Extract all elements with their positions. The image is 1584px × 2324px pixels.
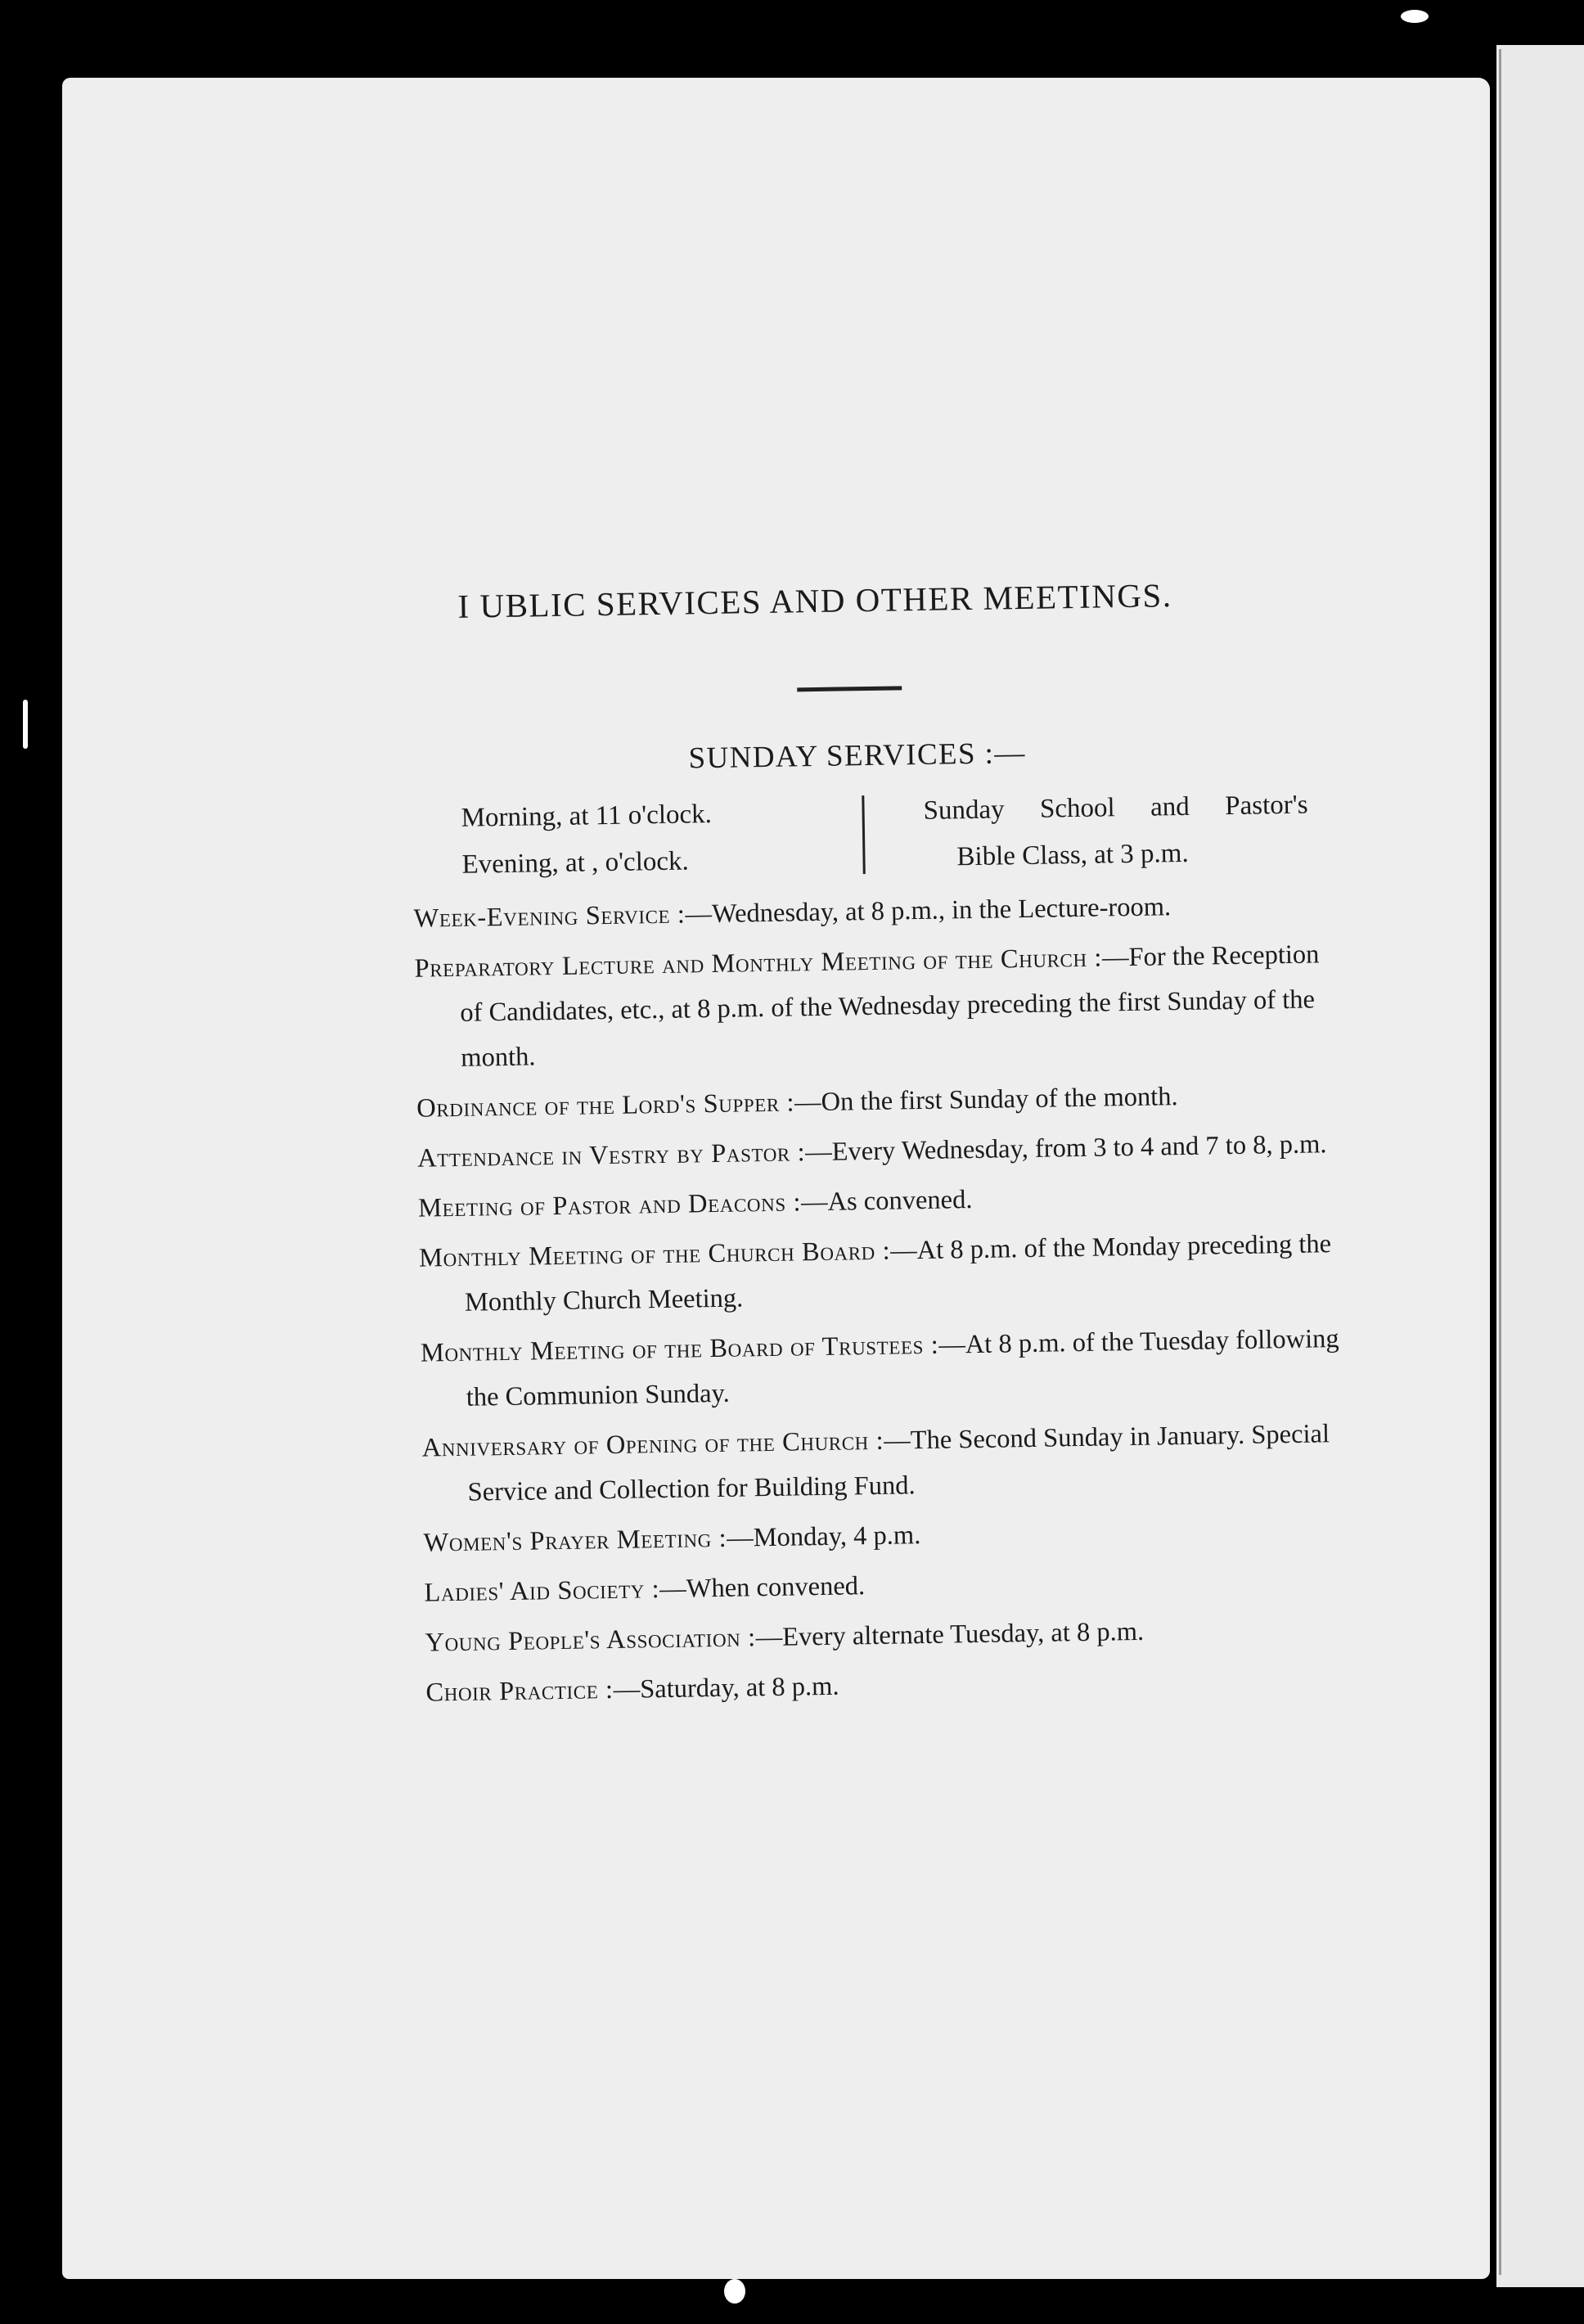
sunday-school-info [923,782,1309,881]
meeting-entry [417,1122,1343,1182]
meeting-entry [425,1606,1350,1666]
entry-text: —Wednesday, at 8 p.m., in the Lecture-room. [685,892,1172,930]
entry-label: Choir Practice : [425,1675,614,1708]
entry-label: Attendance in Vestry by Pastor : [416,1137,806,1173]
entry-label: Young People's Association : [425,1623,756,1658]
meeting-entry [421,1412,1348,1516]
entry-text: —Every alternate Tuesday, at 8 p.m. [755,1616,1145,1653]
entry-text: —Monday, 4 p.m. [726,1520,921,1553]
sunday-services-table [461,781,1321,885]
entry-text: —When convened. [659,1571,866,1605]
entry-label: Ordinance of the Lord's Supper : [416,1088,795,1124]
school-word: Sunday [923,795,1005,826]
evening-service: Evening, at , o'clock. [461,846,690,880]
meeting-entry [418,1172,1343,1232]
entry-label: Preparatory Lecture and Monthly Meeting of the Church : [414,943,1103,984]
column-divider [862,795,866,874]
entry-text: —Saturday, at 8 p.m. [613,1671,839,1705]
entry-text: —Every Wednesday, from 3 to 4 and 7 to 8, p.m. [804,1129,1327,1168]
school-word: School [1039,793,1115,824]
sunday-school-line-1 [923,782,1308,835]
meeting-entry [419,1222,1345,1326]
morning-service: Morning, at 11 o'clock. [461,799,713,833]
meeting-entry [425,1656,1351,1716]
entry-label: Week-Evening Service : [413,899,686,934]
meetings-list [413,882,1351,1721]
school-word: Pastor's [1224,790,1308,822]
sunday-services-heading: SUNDAY SERVICES :— [688,736,1027,776]
service-times [461,791,713,889]
entry-text: —At 8 p.m. of the Tuesday following the Communion Sunday. [466,1324,1339,1412]
entry-label: Meeting of Pastor and Deacons : [417,1187,802,1223]
meeting-entry [421,1317,1347,1421]
meeting-entry [416,1072,1342,1132]
sunday-school-line-2: Bible Class, at 3 p.m. [956,838,1189,872]
entry-label: Monthly Meeting of the Church Board : [418,1236,891,1273]
meeting-entry [414,932,1340,1082]
entry-text: —As convened. [800,1185,973,1218]
entry-label: Monthly Meeting of the Board of Trustees : [420,1330,939,1368]
entry-text: —For the Reception of Candidates, etc., at 8 p.m. of the Wednesday preceding the first Sunday of the month. [460,939,1320,1073]
meeting-entry [424,1556,1349,1616]
meeting-entry [413,882,1339,942]
meeting-entry [423,1507,1348,1566]
school-word: and [1150,791,1190,822]
entry-text: —On the first Sunday of the month. [794,1082,1178,1118]
entry-text: —At 8 p.m. of the Monday preceding the Monthly Church Meeting. [464,1229,1332,1317]
entry-label: Women's Prayer Meeting : [423,1523,727,1558]
entry-text: —The Second Sunday in January. Special Service and Collection for Building Fund. [467,1419,1330,1507]
entry-label: Anniversary of Opening of the Church : [421,1425,884,1463]
entry-label: Ladies' Aid Society : [424,1574,660,1608]
title-rule [797,686,902,691]
page-title: I UBLIC SERVICES AND OTHER MEETINGS. [457,576,1172,625]
